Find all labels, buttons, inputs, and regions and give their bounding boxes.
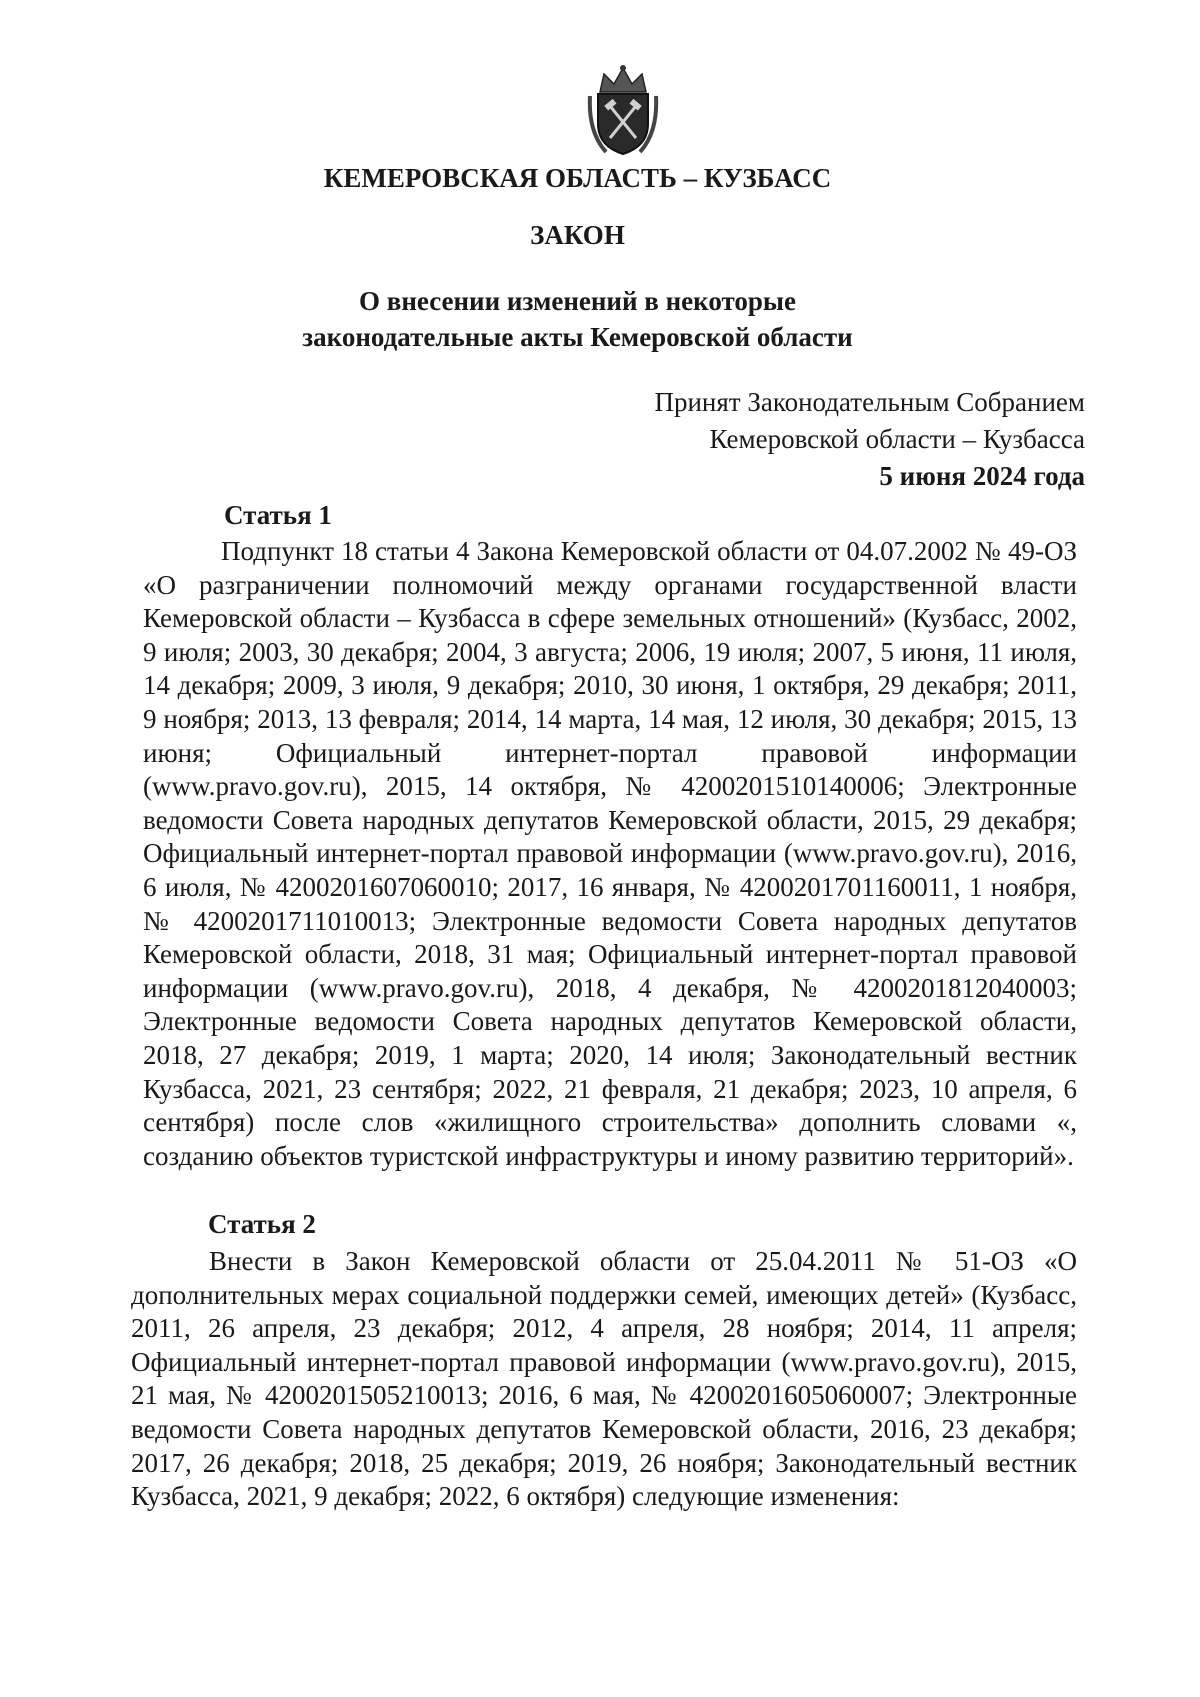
article-2-heading: Статья 2	[208, 1209, 316, 1239]
coat-of-arms-icon	[586, 62, 660, 158]
title-line-1: О внесении изменений в некоторые	[359, 286, 796, 316]
adopted-by-line-2: Кемеровской области – Кузбасса	[709, 424, 1085, 454]
article-1-text: Подпункт 18 статьи 4 Закона Кемеровской области от 04.07.2002 № 49-ОЗ «О разграничении полномочий между органами государственной власти Кемеровской области – Кузбасса в сфере земельных отношений» (Кузбасс, 2002, 9 июля; 2003, 30 декабря; 2004, 3 августа; 2006, 19 июля; 2007, 5 июня, 11 июля, 14 декабря; 2009, 3 июля, 9 декабря; 2010, 30 июня, 1 октября, 29 декабря; 2011, 9 ноября; 2013, 13 февраля; 2014, 14 марта, 14 мая, 12 июля, 30 декабря; 2015, 13 июня; Официальный интернет-портал правовой информации (www.pravo.gov.ru), 2015, 14 октября, № 4200201510140006; Электронные ведомости Совета народных депутатов Кемеровской области, 2015, 29 декабря; Официальный интернет-портал правовой информации (www.pravo.gov.ru), 2016, 6 июля, № 4200201607060010; 2017, 16 января, № 4200201701160011, 1 ноября, № 4200201711010013; Электронные ведомости Совета народных депутатов Кемеровской области, 2018, 31 мая; Официальный интернет-портал правовой информации (www.pravo.gov.ru), 2018, 4 декабря, № 4200201812040003; Электронные ведомости Совета народных депутатов Кемеровской области, 2018, 27 декабря; 2019, 1 марта; 2020, 14 июля; Законодательный вестник Кузбасса, 2021, 23 сентября; 2022, 21 февраля, 21 декабря; 2023, 10 апреля, 6 сентября) после слов «жилищного строительства» дополнить словами «, созданию объектов туристской инфраструктуры и иному развитию территорий».	[143, 536, 1077, 1171]
adoption-date: 5 июня 2024 года	[879, 461, 1085, 491]
document-type: ЗАКОН	[530, 220, 625, 250]
region-name: КЕМЕРОВСКАЯ ОБЛАСТЬ – КУЗБАСС	[323, 163, 832, 193]
article-2-text: Внести в Закон Кемеровской области от 25.04.2011 № 51-ОЗ «О дополнительных мерах социальной поддержки семей, имеющих детей» (Кузбасс, 2011, 26 апреля, 23 декабря; 2012, 4 апреля, 28 ноября; 2014, 11 апреля; Официальный интернет-портал правовой информации (www.pravo.gov.ru), 2015, 21 мая, № 4200201505210013; 2016, 6 мая, № 4200201605060007; Электронные ведомости Совета народных депутатов Кемеровской области, 2016, 23 декабря; 2017, 26 декабря; 2018, 25 декабря; 2019, 26 ноября; Законодательный вестник Кузбасса, 2021, 9 декабря; 2022, 6 октября) следующие изменения:	[131, 1246, 1077, 1512]
article-1-heading: Статья 1	[224, 500, 332, 530]
adoption-block	[654, 384, 1085, 495]
document-title	[0, 283, 1155, 355]
title-line-2: законодательные акты Кемеровской области	[302, 322, 853, 352]
adopted-by-line-1: Принят Законодательным Собранием	[654, 387, 1085, 417]
